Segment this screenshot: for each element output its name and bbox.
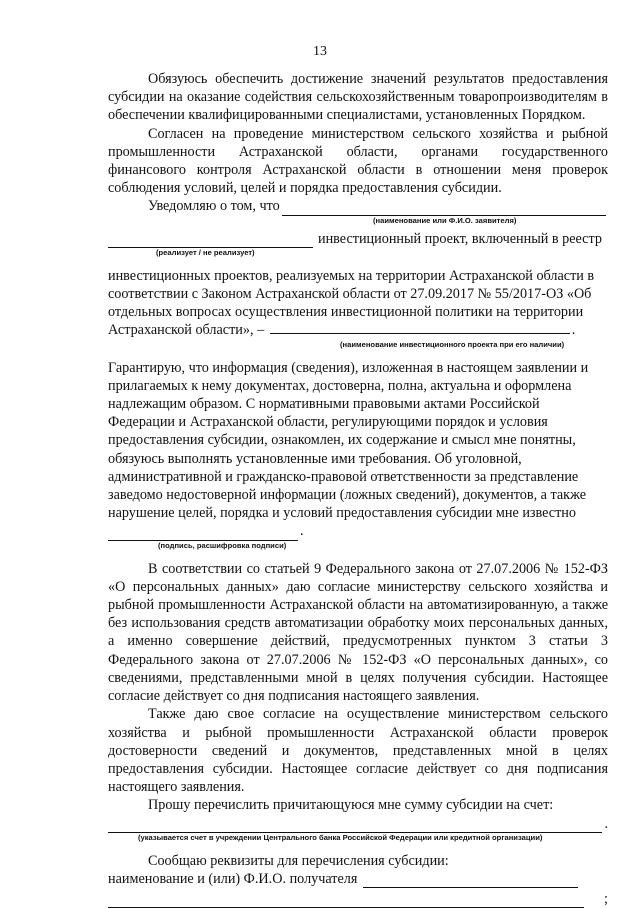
paragraph-guarantee bbox=[108, 359, 608, 523]
paragraph-transfer-request: Прошу перечислить причитающуюся мне сумму субсидии на счет: bbox=[148, 797, 554, 814]
signature-end: . bbox=[300, 523, 304, 540]
investment-line bbox=[108, 230, 608, 248]
account-end: . bbox=[604, 815, 608, 832]
recipient-blank[interactable] bbox=[363, 873, 578, 888]
last-end: ; bbox=[604, 891, 608, 908]
note-realized: (реализует / не реализует) bbox=[156, 247, 255, 257]
applicant-blank[interactable] bbox=[282, 201, 606, 216]
signature-line bbox=[108, 522, 608, 540]
document-body bbox=[108, 70, 608, 908]
note-signature: (подпись, расшифровка подписи) bbox=[158, 540, 287, 550]
guarantee-text: Гарантирую, что информация (сведения), изложенная в настоящем заявлении и прилагаемых к нему документах, достоверна, полна, актуальна и оформлена надлежащим образом. С нормативными правовыми актами Российской Федерации и Астраханской области, регулирующими порядок и условия предоставления субсидии, ознакомлен, их содержание и смысл мне понятны, обязуюсь выполнять установленные ими требования. Об уголовной, административной и гражданско-правовой ответственности за представление заведомо недостоверной информации (ложных сведений), документов, а также нарушение целей, порядка и условий предоставления субсидии мне известно bbox=[108, 359, 589, 522]
paragraph-consent-inspection: Согласен на проведение министерством сельского хозяйства и рыбной промышленности Астраханской области, органами государственного финансового контроля Астраханской области в отношении меня проверок соблюдения условий, целей и порядка предоставления субсидии. bbox=[108, 125, 608, 197]
note-applicant: (наименование или Ф.И.О. заявителя) bbox=[373, 215, 517, 225]
note-account: (указывается счет в учреждении Центрального банка Российской Федерации или кредитной организации) bbox=[138, 832, 543, 842]
page-number: 13 bbox=[313, 44, 327, 59]
paragraph-registry bbox=[108, 267, 608, 340]
notify-prefix: Уведомляю о том, что bbox=[148, 198, 280, 215]
paragraph-personal-data: В соответствии со статьей 9 Федерального закона от 27.07.2006 № 152-ФЗ «О персональных данных» даю согласие министерству сельского хозяйства и рыбной промышленности Астраханской области на автоматизированную, а также без использования средств автоматизации обработку моих персональных данных, а именно совершение действий, предусмотренных пунктом 3 статьи 3 Федерального закона от 27.07.2006 № 152-ФЗ «О персональных данных», со сведениями, представленными мной в целях получения субсидии. Настоящее согласие действует со дня подписания настоящего заявления. bbox=[108, 560, 608, 705]
signature-blank[interactable] bbox=[108, 526, 298, 541]
paragraph-obligation: Обязуюсь обеспечить достижение значений результатов предоставления субсидии на оказание содействия сельскохозяйственным товаропроизводителям в обеспечении квалифицированными специалистами, установленных Порядком. bbox=[108, 71, 608, 124]
last-line bbox=[108, 890, 608, 908]
recipient-label: наименование и (или) Ф.И.О. получателя bbox=[108, 870, 358, 887]
final-blank[interactable] bbox=[108, 893, 584, 908]
account-blank[interactable] bbox=[108, 818, 602, 833]
realized-blank[interactable] bbox=[108, 233, 313, 248]
registry-end: . bbox=[571, 322, 576, 339]
paragraph-consent-verification: Также даю свое согласие на осуществление министерством сельского хозяйства и рыбной промышленности Астраханской области проверок достоверности сведений и документов, представленных мной в целях предоставления субсидии. Настоящее согласие действует со дня подписания настоящего заявления. bbox=[108, 706, 608, 796]
notify-line bbox=[108, 197, 608, 215]
project-name-blank[interactable] bbox=[270, 321, 570, 334]
paragraph-requisites: Сообщаю реквизиты для перечисления субсидии: bbox=[148, 852, 449, 869]
account-line bbox=[108, 815, 608, 833]
investment-text: инвестиционный проект, включенный в реестр bbox=[318, 230, 602, 247]
registry-text: инвестиционных проектов, реализуемых на территории Астраханской области в соответствии с Законом Астраханской области от 27.09.2017 № 55/2017-ОЗ «Об отдельных вопросах осуществления инвестиционной политики на территории Астраханской области», – bbox=[108, 267, 595, 339]
note-project: (наименование инвестиционного проекта при его наличии) bbox=[340, 339, 565, 349]
recipient-line bbox=[108, 870, 608, 888]
